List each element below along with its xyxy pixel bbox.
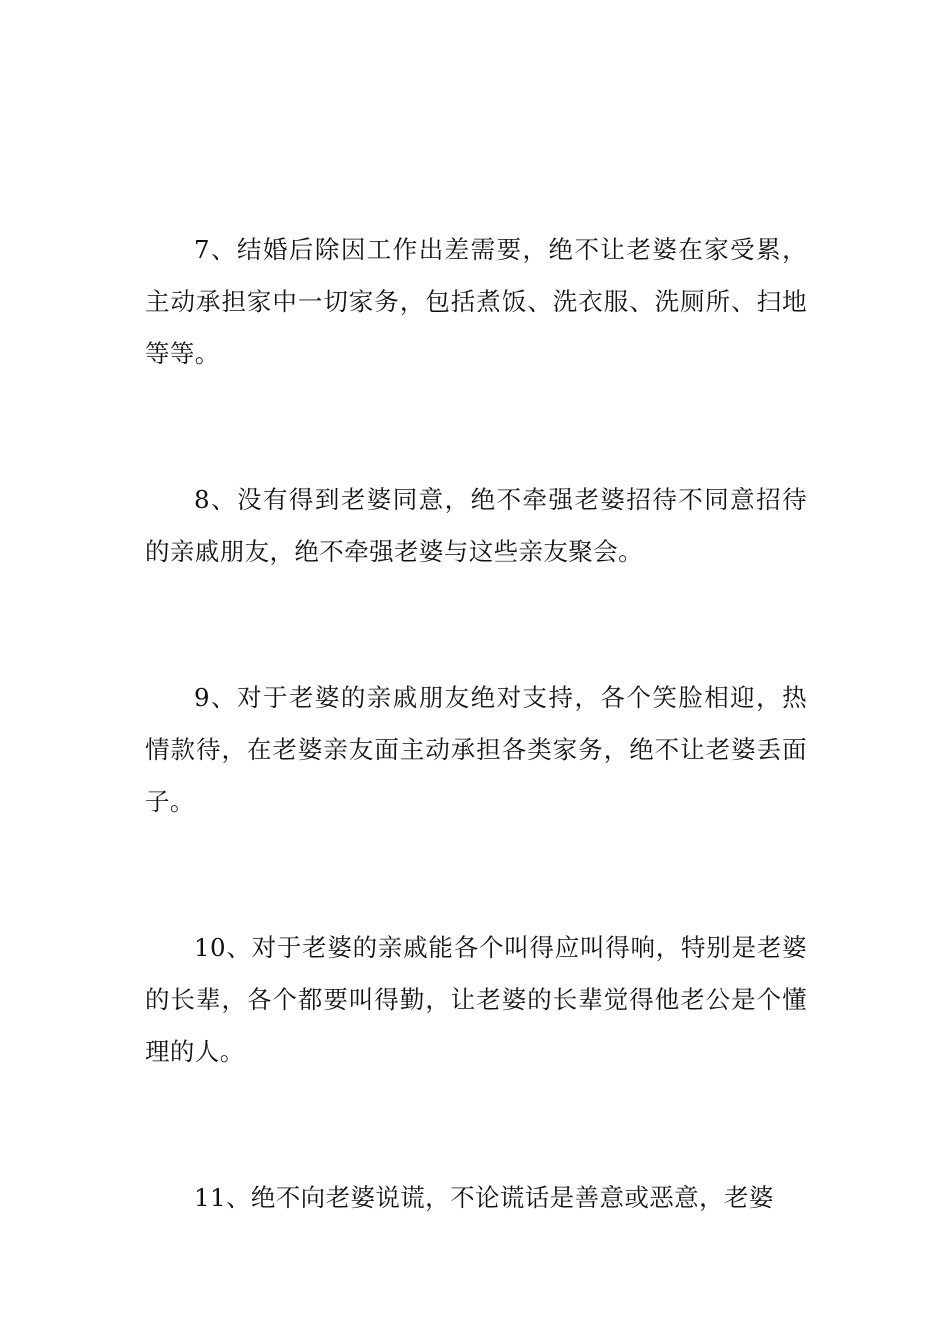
paragraph-item-10: 10、对于老婆的亲戚能各个叫得应叫得响，特别是老婆的长辈，各个都要叫得勤，让老婆的长辈觉得他老公是个懂理的人。 xyxy=(145,933,807,1066)
paragraph-item-11: 11、绝不向老婆说谎，不论谎话是善意或恶意，老婆 xyxy=(194,1183,774,1212)
paragraph-item-8: 8、没有得到老婆同意，绝不牵强老婆招待不同意招待的亲戚朋友，绝不牵强老婆与这些亲友聚会。 xyxy=(145,485,807,566)
paragraph-item-7: 7、结婚后除因工作出差需要，绝不让老婆在家受累，主动承担家中一切家务，包括煮饭、洗衣服、洗厕所、扫地等等。 xyxy=(145,235,807,368)
paragraph-item-9: 9、对于老婆的亲戚朋友绝对支持，各个笑脸相迎，热情款待，在老婆亲友面主动承担各类家务，绝不让老婆丢面子。 xyxy=(145,683,807,816)
